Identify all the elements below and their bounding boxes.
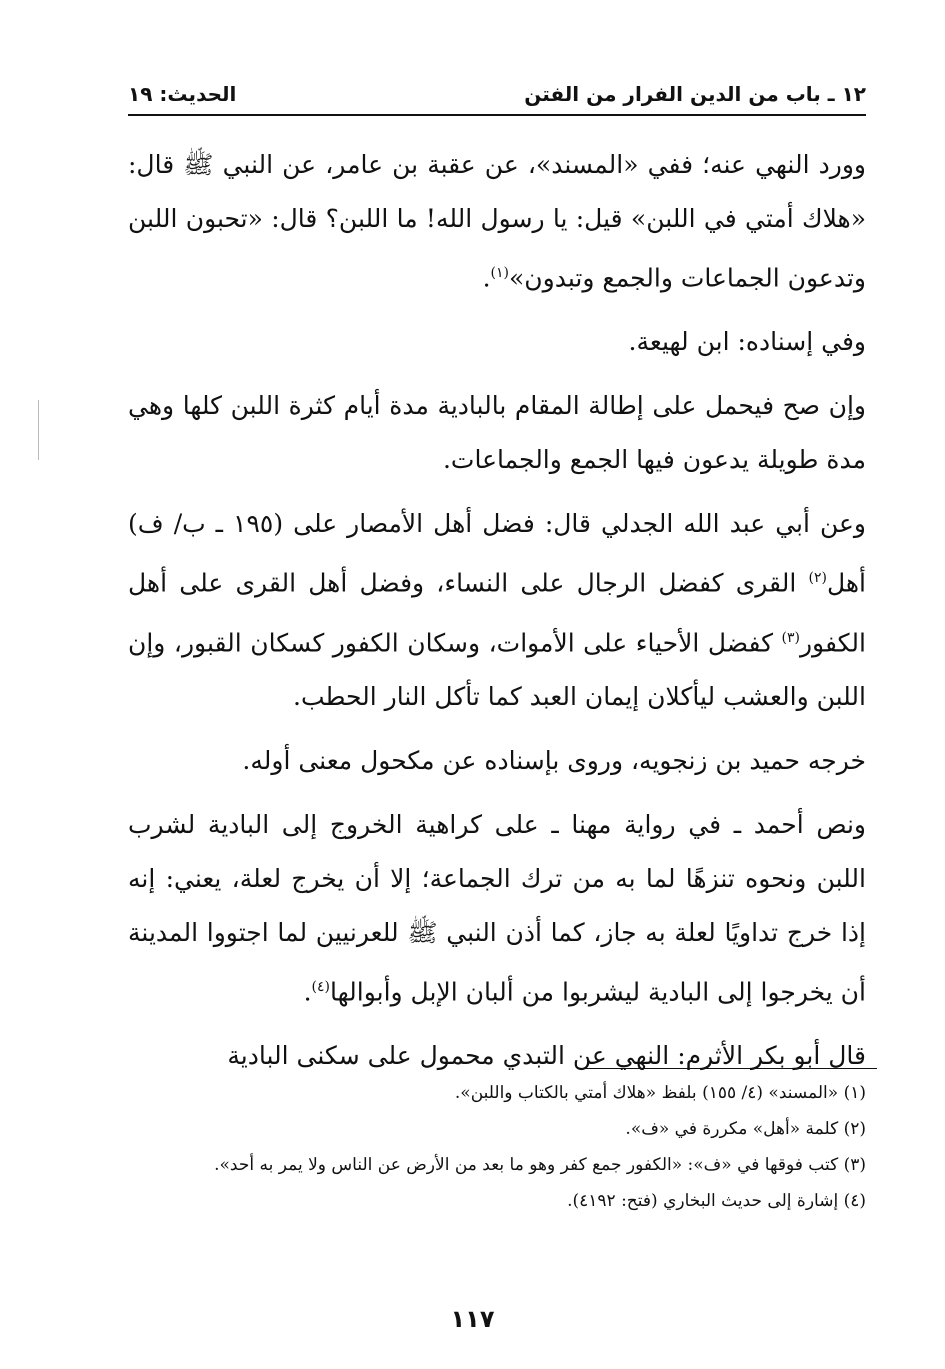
page-number: ١١٧ bbox=[450, 1305, 495, 1333]
paragraph-5: خرجه حميد بن زنجويه، وروى بإسناده عن مكحول معنى أوله. bbox=[242, 745, 866, 775]
paragraph-4-text: وعن أبي عبد الله الجدلي قال: فضل أهل الأمصار على (١٩٥ ـ ب/ ف) أهل bbox=[128, 509, 866, 598]
paragraph-4-end: كفضل الأحياء على الأموات، وسكان الكفور كسكان القبور، وإن اللبن والعشب ليأكلان إيمان العبد كما تأكل النار الحطب. bbox=[128, 627, 866, 711]
paragraph-1-end: . bbox=[482, 263, 491, 293]
chapter-title: ١٢ ـ باب من الدين الفرار من الفتن bbox=[524, 82, 866, 106]
paragraph-4 bbox=[128, 497, 866, 724]
footnote-ref-1: (١) bbox=[490, 265, 510, 281]
hadith-number: الحديث: ١٩ bbox=[128, 82, 237, 106]
paragraph-4-middle: القرى كفضل الرجال على النساء، وفضل أهل القرى على أهل الكفور bbox=[128, 568, 866, 657]
paragraph-6-end: . bbox=[303, 977, 312, 1007]
footnote-separator bbox=[579, 1068, 877, 1069]
footnote-4: (٤) إشارة إلى حديث البخاري (فتح: ٤١٩٢). bbox=[567, 1191, 866, 1211]
footnote-ref-4: (٤) bbox=[311, 978, 331, 995]
paragraph-1-text: وورد النهي عنه؛ ففي «المسند»، عن عقبة بن عامر، عن النبي ﷺ قال: «هلاك أمتي في اللبن» قيل: يا رسول الله! ما اللبن؟ قال: «تحبون اللبن وتدعون الجماعات والجمع وتبدون» bbox=[128, 150, 866, 293]
main-text bbox=[128, 138, 866, 1093]
footnote-3: (٣) كتب فوقها في «ف»: «الكفور جمع كفر وهو ما بعد من الأرض عن الناس ولا يمر به أحد». bbox=[214, 1155, 866, 1175]
paragraph-2: وفي إسناده: ابن لهيعة. bbox=[628, 327, 866, 357]
margin-scan-mark bbox=[38, 400, 39, 460]
paragraph-1 bbox=[128, 138, 866, 305]
paragraph-7: قال أبو بكر الأثرم: النهي عن التبدي محمول على سكنى البادية bbox=[227, 1041, 866, 1071]
paragraph-6 bbox=[128, 798, 866, 1019]
footnote-2: (٢) كلمة «أهل» مكررة في «ف». bbox=[625, 1119, 866, 1139]
footnotes bbox=[128, 1078, 866, 1222]
paragraph-3: وإن صح فيحمل على إطالة المقام بالبادية مدة أيام كثرة اللبن كلها وهي مدة طويلة يدعون فيها الجمع والجماعات. bbox=[128, 391, 866, 475]
footnote-ref-2: (٢) bbox=[808, 570, 827, 587]
footnote-ref-3: (٣) bbox=[781, 629, 800, 646]
footnote-1: (١) «المسند» (٤/ ١٥٥) بلفظ «هلاك أمتي بالكتاب واللبن». bbox=[454, 1083, 866, 1103]
paragraph-6-text: ونص أحمد ـ في رواية مهنا ـ على كراهية الخروج إلى البادية لشرب اللبن ونحوه تنزهًا لما به من ترك الجماعة؛ إلا أن يخرج لعلة، يعني: إنه إذا خرج تداويًا لعلة به جاز، كما أذن النبي ﷺ للعرنيين لما اجتووا المدينة أن يخرجوا إلى البادية ليشربوا من ألبان الإبل وأبوالها bbox=[128, 809, 866, 1007]
running-header bbox=[128, 82, 866, 116]
